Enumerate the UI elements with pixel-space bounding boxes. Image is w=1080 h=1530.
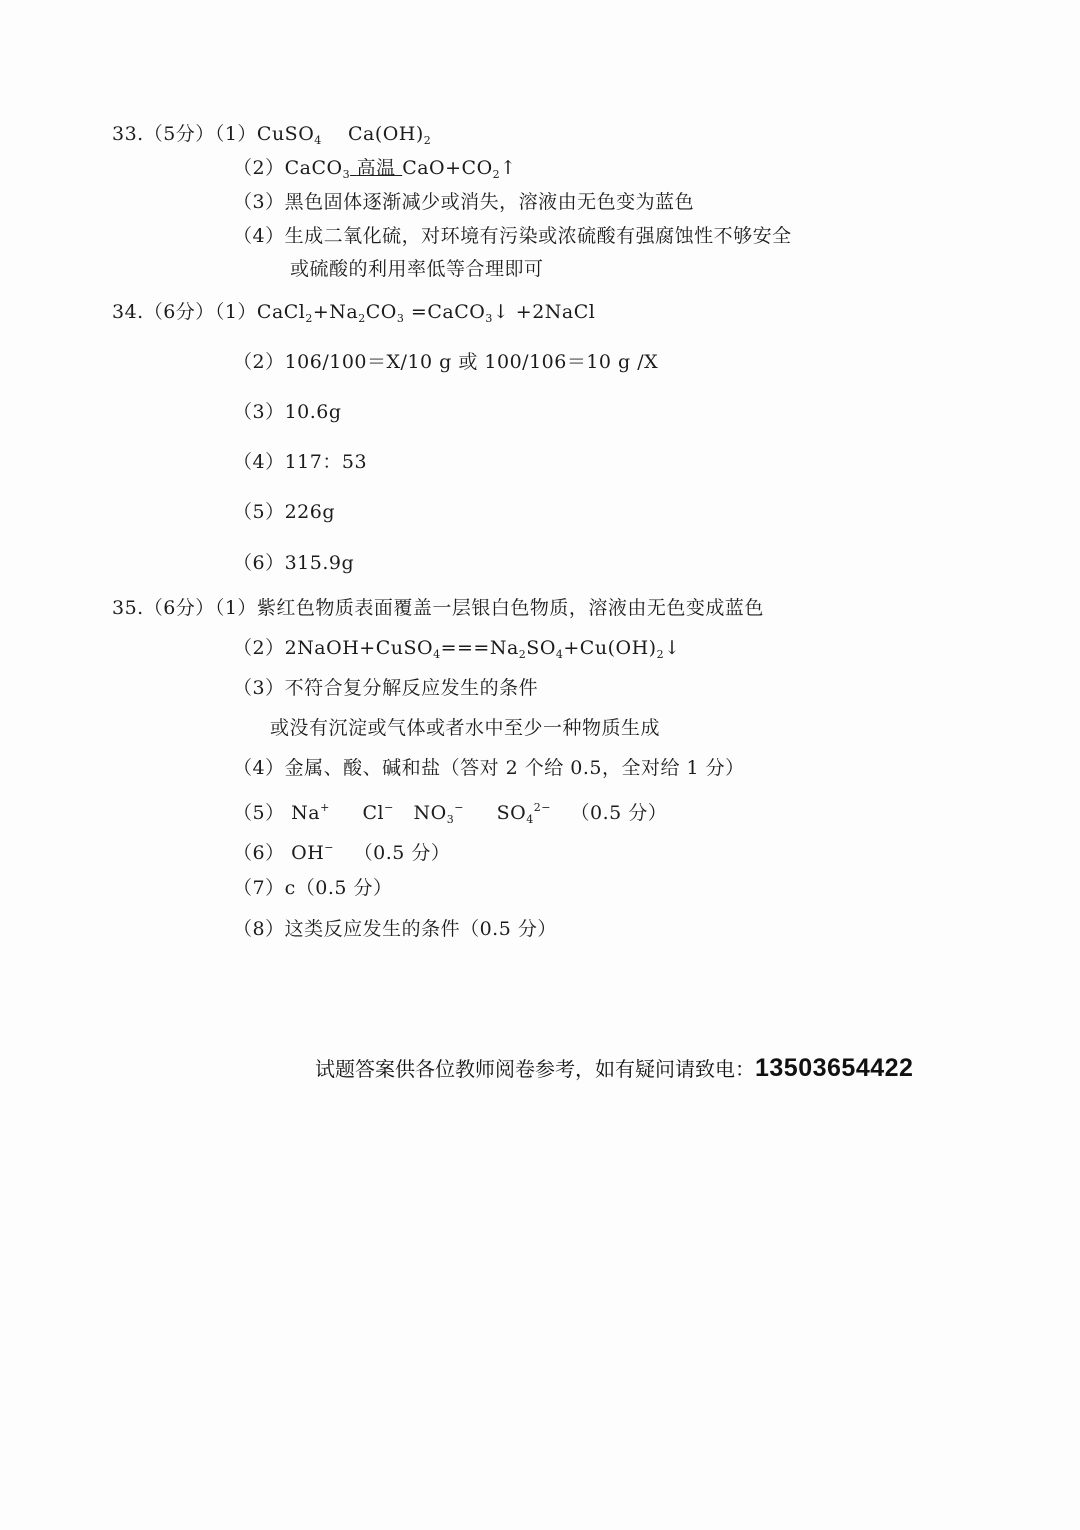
q33-part2: （2）CaCO$_3$ 高温 $CaO+CO_2↑$ — [233, 157, 517, 181]
q33-head: 33.（5分） — [112, 123, 215, 145]
q35-part6: （6） OH− （0.5 分） — [233, 841, 451, 864]
q34-part3: （3）10.6g — [233, 401, 342, 423]
q33-part4: （4）生成二氧化硫，对环境有污染或浓硫酸有强腐蚀性不够安全 — [233, 225, 792, 247]
ion-so4: SO — [496, 802, 527, 824]
q35-part1: 35.（6分）（1）紫红色物质表面覆盖一层银白色物质，溶液由无色变成蓝色 — [112, 597, 764, 619]
reaction-condition: 高温 — [356, 157, 396, 179]
footer-contact — [315, 1053, 913, 1083]
ion-na: Na — [291, 802, 321, 824]
q35-part8: （8）这类反应发生的条件（0.5 分） — [233, 918, 557, 940]
q35-head: 35.（6分） — [112, 597, 215, 619]
q35-part2: $(2)2NaOH+CuSO_4===Na_2SO_4+Cu(OH)_2↓$ — [233, 637, 681, 661]
q34-head: 34.（6分） — [112, 301, 215, 323]
q34-part1: 34.（6分）$(1)CaCl_2+Na_2CO_3$ =CaCO$_3$↓ +2NaCl — [112, 301, 596, 325]
ion-cl: Cl — [362, 802, 385, 824]
footer-text: 试题答案供各位教师阅卷参考，如有疑问请致电： — [315, 1057, 755, 1081]
q33-part1: 33.（5分）（1）CuSO$_4$ $Ca(OH)_2$ — [112, 123, 432, 147]
q33-part4-cont: 或硫酸的利用率低等合理即可 — [290, 258, 544, 280]
ion-oh: OH — [291, 842, 325, 864]
q33-part3: （3）黑色固体逐渐减少或消失，溶液由无色变为蓝色 — [233, 191, 695, 213]
q35-part7: （7）c（0.5 分） — [233, 877, 393, 899]
ion-no3: NO — [413, 802, 447, 824]
q34-part2: （2）106/100＝X/10 g 或 100/106＝10 g /X — [233, 351, 659, 373]
q35-part4: （4）金属、酸、碱和盐（答对 2 个给 0.5，全对给 1 分） — [233, 757, 745, 779]
footer-phone: 13503654422 — [755, 1054, 914, 1082]
q35-part5: （5） Na+ Cl− $NO_3^-$ $SO_4^{2-}$ （0.5 分） — [233, 801, 668, 826]
q35-part3-cont: 或没有沉淀或气体或者水中至少一种物质生成 — [270, 717, 661, 739]
q34-part5: （5）226g — [233, 501, 336, 523]
q34-part4: （4）117：53 — [233, 451, 368, 473]
q35-part3: （3）不符合复分解反应发生的条件 — [233, 677, 539, 699]
q34-part6: （6）315.9g — [233, 552, 355, 574]
